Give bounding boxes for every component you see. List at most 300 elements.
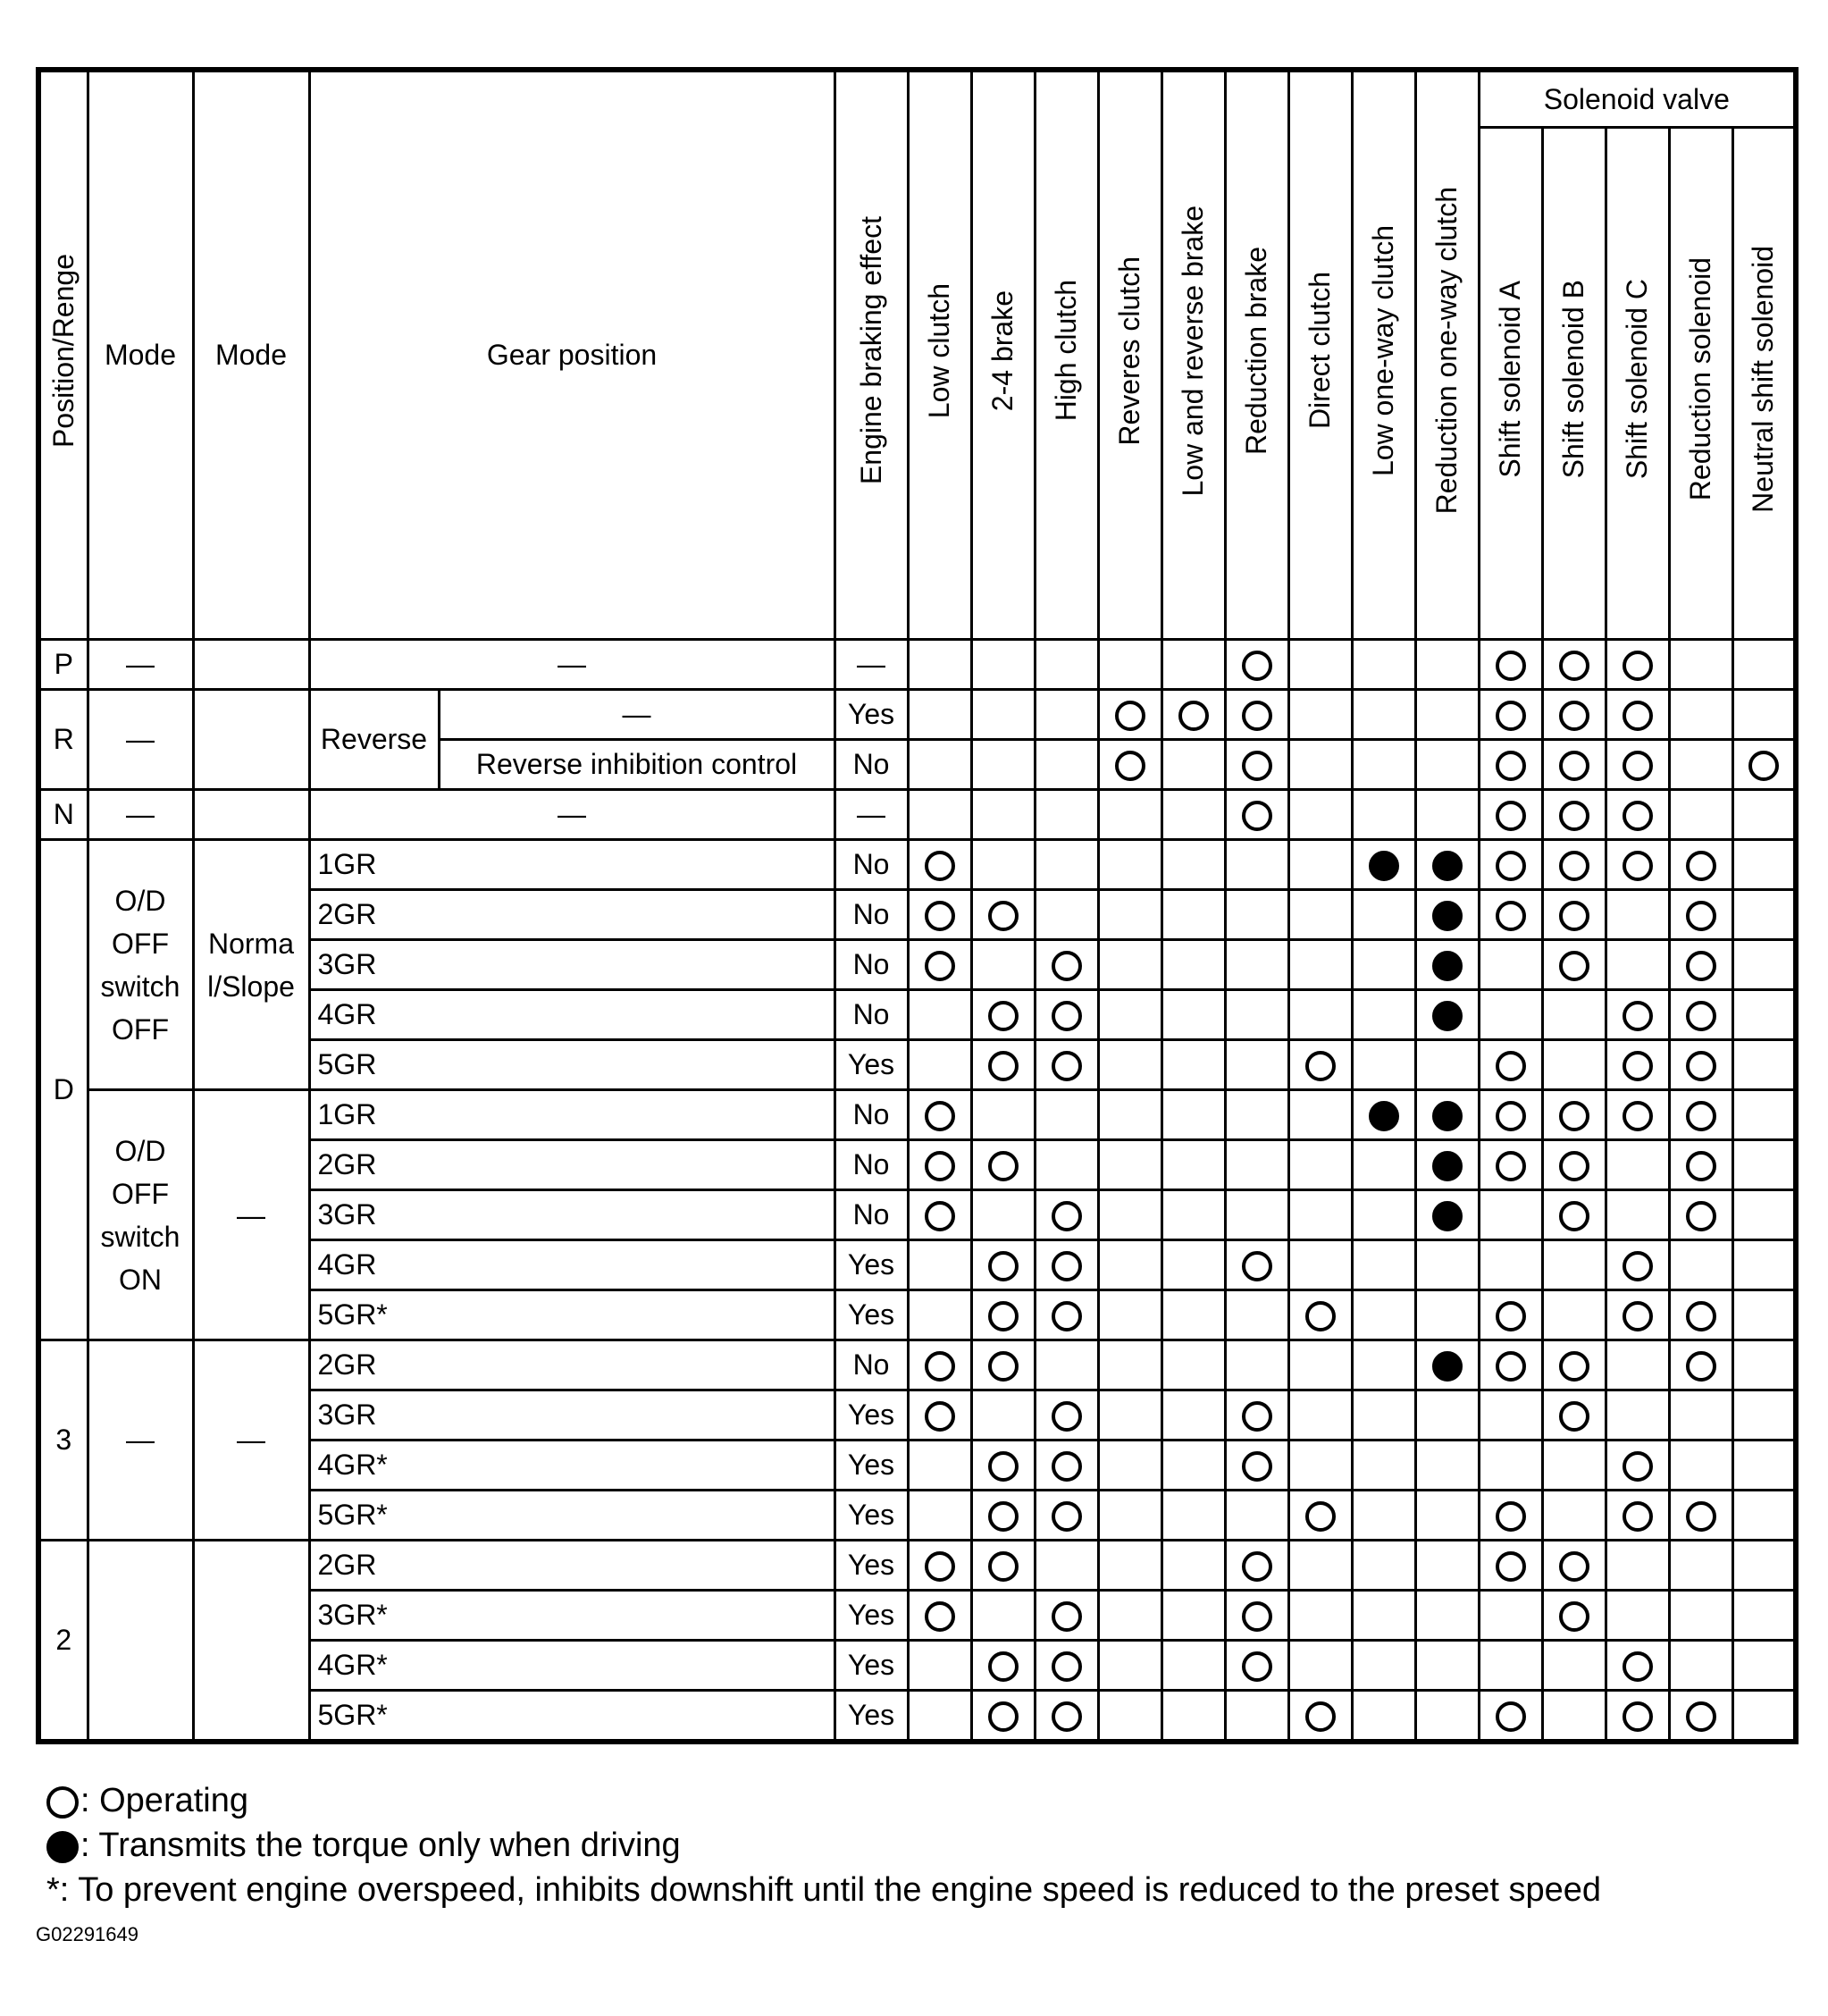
element-status-cell — [908, 1441, 971, 1491]
table-row — [38, 1340, 1796, 1390]
element-status-cell — [971, 1641, 1035, 1691]
solenoid-status-cell — [1732, 1190, 1796, 1240]
element-status-cell — [1035, 1591, 1098, 1641]
element-status-cell — [1161, 1641, 1225, 1691]
solenoid-status-cell — [1606, 690, 1669, 740]
element-status-cell — [1225, 1290, 1288, 1340]
engine-braking-cell: Yes — [834, 690, 908, 740]
element-status-cell — [1161, 1441, 1225, 1491]
operating-circle-icon — [1559, 801, 1589, 831]
element-status-cell — [1415, 740, 1479, 790]
solenoid-status-cell — [1669, 1340, 1732, 1390]
element-status-cell — [1415, 840, 1479, 890]
element-status-cell — [971, 1090, 1035, 1140]
solenoid-status-cell — [1606, 640, 1669, 690]
solenoid-status-cell — [1479, 1491, 1542, 1541]
gear-cell: 5GR* — [309, 1491, 834, 1541]
element-status-cell — [1098, 890, 1161, 940]
operating-circle-icon — [988, 1001, 1019, 1031]
operating-circle-icon — [1052, 1201, 1082, 1231]
element-status-cell — [1098, 1090, 1161, 1140]
gear-cell: 1GR — [309, 840, 834, 890]
element-status-cell — [1288, 1691, 1352, 1743]
element-status-cell — [1415, 1491, 1479, 1541]
engine-braking-cell: No — [834, 840, 908, 890]
element-status-cell — [1352, 1040, 1415, 1090]
solenoid-status-cell — [1732, 790, 1796, 840]
operating-circle-icon — [1052, 1601, 1082, 1632]
element-status-cell — [1415, 1040, 1479, 1090]
element-status-cell — [1225, 1441, 1288, 1491]
header-solenoid-valve: Solenoid valve — [1479, 70, 1796, 128]
operating-circle-icon — [1496, 701, 1526, 731]
solenoid-status-cell — [1606, 1591, 1669, 1641]
solenoid-status-cell — [1542, 1090, 1606, 1140]
driving-filled-circle-icon — [1432, 1101, 1463, 1131]
element-status-cell — [971, 940, 1035, 990]
operating-circle-icon — [1496, 901, 1526, 931]
table-row — [38, 840, 1796, 890]
element-status-cell — [1352, 1441, 1415, 1491]
operating-circle-icon — [1242, 1601, 1272, 1632]
element-status-cell — [1415, 640, 1479, 690]
element-status-cell — [971, 1290, 1035, 1340]
engine-braking-cell: No — [834, 1090, 908, 1140]
operating-circle-icon — [1559, 701, 1589, 731]
operating-circle-icon — [1115, 701, 1145, 731]
element-status-cell — [1415, 1240, 1479, 1290]
element-status-cell — [1352, 890, 1415, 940]
solenoid-status-cell — [1606, 1491, 1669, 1541]
element-status-cell — [1352, 990, 1415, 1040]
operating-circle-icon — [1559, 1351, 1589, 1382]
solenoid-status-cell — [1606, 740, 1669, 790]
element-status-cell — [971, 640, 1035, 690]
solenoid-status-cell — [1479, 790, 1542, 840]
position-cell: 3 — [38, 1340, 88, 1541]
solenoid-status-cell — [1542, 790, 1606, 840]
element-status-cell — [1161, 890, 1225, 940]
element-status-cell — [1035, 840, 1098, 890]
element-status-cell — [1288, 990, 1352, 1040]
mode-cell: O/D OFF switch ON — [88, 1090, 193, 1340]
operating-circle-icon — [1686, 1301, 1716, 1331]
element-status-cell — [1161, 1290, 1225, 1340]
element-status-cell — [1035, 1340, 1098, 1390]
element-status-cell — [908, 690, 971, 740]
operating-circle-icon — [1686, 1201, 1716, 1231]
element-status-cell — [1352, 1090, 1415, 1140]
element-status-cell — [1161, 840, 1225, 890]
operating-circle-icon — [1623, 701, 1653, 731]
operating-circle-icon — [988, 1701, 1019, 1732]
gear-cell: 1GR — [309, 1090, 834, 1140]
gear-cell: 3GR — [309, 1190, 834, 1240]
element-status-cell — [1288, 740, 1352, 790]
gear-cell: 2GR — [309, 1340, 834, 1390]
operating-circle-icon — [1559, 1151, 1589, 1181]
element-status-cell — [1225, 740, 1288, 790]
operating-circle-icon — [988, 1451, 1019, 1482]
element-status-cell — [1352, 1190, 1415, 1240]
element-status-cell — [1288, 1190, 1352, 1240]
solenoid-status-cell — [1542, 1240, 1606, 1290]
operating-circle-icon — [1623, 1101, 1653, 1131]
element-status-cell — [1161, 790, 1225, 840]
operating-circle-icon — [1178, 701, 1209, 731]
element-status-cell — [1161, 990, 1225, 1040]
element-status-cell — [1415, 940, 1479, 990]
element-status-cell — [971, 1591, 1035, 1641]
header-solenoid: Shift solenoid B — [1542, 128, 1606, 640]
operating-circle-icon — [1559, 651, 1589, 681]
element-status-cell — [1288, 1240, 1352, 1290]
gear-cell: 3GR* — [309, 1591, 834, 1641]
element-status-cell — [1288, 1140, 1352, 1190]
operating-circle-icon — [988, 1501, 1019, 1532]
engine-braking-cell: — — [834, 790, 908, 840]
operating-circle-icon — [1623, 1451, 1653, 1482]
solenoid-status-cell — [1479, 1340, 1542, 1390]
element-status-cell — [1352, 1140, 1415, 1190]
gear-cell: 4GR — [309, 990, 834, 1040]
gear-cell: Reverse — [309, 690, 439, 790]
solenoid-status-cell — [1479, 1641, 1542, 1691]
element-status-cell — [1352, 690, 1415, 740]
element-status-cell — [1288, 1591, 1352, 1641]
element-status-cell — [1415, 690, 1479, 740]
element-status-cell — [908, 1390, 971, 1441]
element-status-cell — [908, 1691, 971, 1743]
operating-circle-icon — [1623, 1301, 1653, 1331]
element-status-cell — [1352, 740, 1415, 790]
driving-filled-circle-icon — [1369, 1101, 1399, 1131]
solenoid-status-cell — [1542, 640, 1606, 690]
solenoid-status-cell — [1669, 740, 1732, 790]
element-status-cell — [1288, 1340, 1352, 1390]
element-status-cell — [1161, 1390, 1225, 1441]
element-status-cell — [1288, 940, 1352, 990]
engine-braking-cell: Yes — [834, 1441, 908, 1491]
element-status-cell — [1098, 1190, 1161, 1240]
solenoid-status-cell — [1542, 1140, 1606, 1190]
operating-circle-icon — [1686, 1501, 1716, 1532]
solenoid-status-cell — [1542, 740, 1606, 790]
element-status-cell — [1225, 940, 1288, 990]
solenoid-status-cell — [1542, 1040, 1606, 1090]
table-row — [38, 790, 1796, 840]
solenoid-status-cell — [1732, 1390, 1796, 1441]
element-status-cell — [908, 840, 971, 890]
element-status-cell — [1415, 1691, 1479, 1743]
gear-cell: 2GR — [309, 1140, 834, 1190]
element-status-cell — [971, 1491, 1035, 1541]
operating-circle-icon — [1559, 1601, 1589, 1632]
engine-braking-cell: No — [834, 1140, 908, 1190]
element-status-cell — [1415, 1541, 1479, 1591]
engine-braking-cell: Yes — [834, 1691, 908, 1743]
element-status-cell — [908, 990, 971, 1040]
solenoid-status-cell — [1479, 990, 1542, 1040]
driving-filled-circle-icon — [1432, 951, 1463, 981]
operating-circle-icon — [925, 1201, 955, 1231]
element-status-cell — [1035, 1691, 1098, 1743]
solenoid-status-cell — [1606, 840, 1669, 890]
solenoid-status-cell — [1606, 1140, 1669, 1190]
solenoid-status-cell — [1606, 1691, 1669, 1743]
operating-circle-icon — [1242, 1451, 1272, 1482]
element-status-cell — [971, 1040, 1035, 1090]
solenoid-status-cell — [1542, 1541, 1606, 1591]
element-status-cell — [1161, 1090, 1225, 1140]
operating-circle-icon — [1623, 1051, 1653, 1081]
engine-braking-cell: No — [834, 940, 908, 990]
operating-circle-icon — [1686, 1701, 1716, 1732]
solenoid-status-cell — [1542, 690, 1606, 740]
solenoid-status-cell — [1606, 1040, 1669, 1090]
solenoid-status-cell — [1479, 1441, 1542, 1491]
header-mode-1: Mode — [88, 70, 193, 640]
position-cell: P — [38, 640, 88, 690]
header-element: Reduction one-way clutch — [1415, 70, 1479, 640]
header-solenoid: Neutral shift solenoid — [1732, 128, 1796, 640]
element-status-cell — [1035, 1140, 1098, 1190]
element-status-cell — [1288, 1090, 1352, 1140]
engine-braking-cell: No — [834, 1340, 908, 1390]
element-status-cell — [1288, 640, 1352, 690]
element-status-cell — [908, 790, 971, 840]
mode-cell: — — [88, 640, 193, 690]
element-status-cell — [1098, 1441, 1161, 1491]
element-status-cell — [1288, 790, 1352, 840]
operating-circle-icon — [1052, 1451, 1082, 1482]
solenoid-status-cell — [1669, 790, 1732, 840]
solenoid-status-cell — [1732, 1090, 1796, 1140]
element-status-cell — [1098, 1691, 1161, 1743]
operating-circle-icon — [925, 951, 955, 981]
element-status-cell — [1225, 1340, 1288, 1390]
solenoid-status-cell — [1732, 1240, 1796, 1290]
operating-circle-icon — [988, 1251, 1019, 1281]
element-status-cell — [1352, 1641, 1415, 1691]
operating-circle-icon — [1242, 651, 1272, 681]
element-status-cell — [1035, 940, 1098, 990]
shift-operation-table — [36, 67, 1799, 1744]
driving-filled-circle-icon — [1432, 851, 1463, 881]
operating-circle-icon — [1623, 851, 1653, 881]
solenoid-status-cell — [1479, 690, 1542, 740]
element-status-cell — [1352, 1541, 1415, 1591]
header-element: Reveres clutch — [1098, 70, 1161, 640]
element-status-cell — [1098, 1390, 1161, 1441]
solenoid-status-cell — [1669, 1441, 1732, 1491]
table-row — [38, 1541, 1796, 1591]
driving-filled-circle-icon — [1432, 1001, 1463, 1031]
element-status-cell — [1352, 1340, 1415, 1390]
element-status-cell — [908, 1491, 971, 1541]
operating-circle-icon — [1623, 801, 1653, 831]
gear-sub-cell: Reverse inhibition control — [439, 740, 834, 790]
operating-circle-icon — [1623, 1001, 1653, 1031]
solenoid-status-cell — [1669, 1040, 1732, 1090]
operating-circle-icon — [1559, 1101, 1589, 1131]
solenoid-status-cell — [1606, 790, 1669, 840]
operating-circle-icon — [925, 851, 955, 881]
solenoid-status-cell — [1479, 1040, 1542, 1090]
header-element: Direct clutch — [1288, 70, 1352, 640]
operating-circle-icon — [1686, 1051, 1716, 1081]
solenoid-status-cell — [1732, 940, 1796, 990]
gear-cell: 3GR — [309, 940, 834, 990]
element-status-cell — [1352, 940, 1415, 990]
element-status-cell — [1098, 1541, 1161, 1591]
element-status-cell — [971, 1691, 1035, 1743]
operating-circle-icon — [1052, 1251, 1082, 1281]
solenoid-status-cell — [1542, 940, 1606, 990]
header-mode-2: Mode — [193, 70, 309, 640]
engine-braking-cell: No — [834, 740, 908, 790]
position-cell: R — [38, 690, 88, 790]
solenoid-status-cell — [1669, 1541, 1732, 1591]
solenoid-status-cell — [1669, 1190, 1732, 1240]
solenoid-status-cell — [1732, 1040, 1796, 1090]
driving-filled-circle-icon — [1432, 1201, 1463, 1231]
solenoid-status-cell — [1732, 840, 1796, 890]
solenoid-status-cell — [1542, 1591, 1606, 1641]
element-status-cell — [1225, 1390, 1288, 1441]
operating-circle-icon — [1496, 1101, 1526, 1131]
operating-circle-icon — [1242, 1401, 1272, 1432]
solenoid-status-cell — [1606, 1090, 1669, 1140]
solenoid-status-cell — [1542, 840, 1606, 890]
operating-circle-icon — [1559, 1551, 1589, 1582]
element-status-cell — [971, 990, 1035, 1040]
operating-circle-icon — [1242, 701, 1272, 731]
element-status-cell — [1288, 690, 1352, 740]
gear-cell: 2GR — [309, 1541, 834, 1591]
operating-circle-icon — [1623, 651, 1653, 681]
header-solenoid: Shift solenoid A — [1479, 128, 1542, 640]
element-status-cell — [1098, 1641, 1161, 1691]
solenoid-status-cell — [1542, 1290, 1606, 1340]
solenoid-status-cell — [1732, 740, 1796, 790]
mode-cell: O/D OFF switch OFF — [88, 840, 193, 1090]
operating-circle-icon — [1686, 951, 1716, 981]
element-status-cell — [971, 890, 1035, 940]
element-status-cell — [1225, 640, 1288, 690]
operating-circle-icon — [1052, 1651, 1082, 1682]
solenoid-status-cell — [1479, 1691, 1542, 1743]
element-status-cell — [908, 940, 971, 990]
element-status-cell — [971, 1441, 1035, 1491]
solenoid-status-cell — [1669, 1691, 1732, 1743]
driving-filled-circle-icon — [46, 1831, 79, 1863]
operating-circle-icon — [1623, 1701, 1653, 1732]
operating-circle-icon — [1686, 851, 1716, 881]
gear-sub-cell: — — [439, 690, 834, 740]
element-status-cell — [1288, 840, 1352, 890]
operating-circle-icon — [1305, 1701, 1336, 1732]
operating-circle-icon — [1496, 1551, 1526, 1582]
solenoid-status-cell — [1732, 1491, 1796, 1541]
element-status-cell — [1225, 690, 1288, 740]
header-position: Position/Renge — [38, 70, 88, 640]
element-status-cell — [1098, 1340, 1161, 1390]
figure-code: G02291649 — [36, 1923, 138, 1945]
operating-circle-icon — [1496, 1051, 1526, 1081]
engine-braking-cell: Yes — [834, 1240, 908, 1290]
element-status-cell — [1161, 1340, 1225, 1390]
solenoid-status-cell — [1542, 1491, 1606, 1541]
element-status-cell — [971, 1190, 1035, 1240]
element-status-cell — [1352, 1691, 1415, 1743]
operating-circle-icon — [46, 1786, 79, 1819]
header-element: Low and reverse brake — [1161, 70, 1225, 640]
engine-braking-cell: Yes — [834, 1591, 908, 1641]
mode-cell — [193, 640, 309, 690]
element-status-cell — [1161, 940, 1225, 990]
element-status-cell — [1415, 1390, 1479, 1441]
operating-circle-icon — [988, 1651, 1019, 1682]
element-status-cell — [908, 1090, 971, 1140]
mode-cell: Norma l/Slope — [193, 840, 309, 1090]
header-element: High clutch — [1035, 70, 1098, 640]
operating-circle-icon — [1305, 1051, 1336, 1081]
element-status-cell — [1288, 890, 1352, 940]
element-status-cell — [1098, 1591, 1161, 1641]
element-status-cell — [1225, 1040, 1288, 1090]
solenoid-status-cell — [1669, 1591, 1732, 1641]
operating-circle-icon — [1686, 1151, 1716, 1181]
solenoid-status-cell — [1479, 740, 1542, 790]
solenoid-status-cell — [1542, 890, 1606, 940]
operating-circle-icon — [925, 1151, 955, 1181]
element-status-cell — [1161, 690, 1225, 740]
operating-circle-icon — [1052, 1401, 1082, 1432]
operating-circle-icon — [1496, 801, 1526, 831]
element-status-cell — [1035, 990, 1098, 1040]
solenoid-status-cell — [1606, 1441, 1669, 1491]
operating-circle-icon — [925, 901, 955, 931]
gear-cell: 4GR — [309, 1240, 834, 1290]
element-status-cell — [1035, 1040, 1098, 1090]
operating-circle-icon — [1559, 951, 1589, 981]
operating-circle-icon — [1559, 1401, 1589, 1432]
header-element: Low clutch — [908, 70, 971, 640]
solenoid-status-cell — [1479, 890, 1542, 940]
solenoid-status-cell — [1479, 1541, 1542, 1591]
driving-filled-circle-icon — [1432, 1151, 1463, 1181]
mode-cell — [193, 690, 309, 790]
operating-circle-icon — [1242, 751, 1272, 781]
element-status-cell — [1161, 1240, 1225, 1290]
element-status-cell — [1035, 1390, 1098, 1441]
solenoid-status-cell — [1732, 890, 1796, 940]
operating-circle-icon — [988, 1301, 1019, 1331]
element-status-cell — [1225, 1541, 1288, 1591]
element-status-cell — [1098, 990, 1161, 1040]
element-status-cell — [1098, 940, 1161, 990]
solenoid-status-cell — [1732, 1441, 1796, 1491]
solenoid-status-cell — [1732, 1541, 1796, 1591]
solenoid-status-cell — [1606, 1641, 1669, 1691]
element-status-cell — [1035, 740, 1098, 790]
operating-circle-icon — [1496, 1151, 1526, 1181]
solenoid-status-cell — [1669, 840, 1732, 890]
solenoid-status-cell — [1732, 640, 1796, 690]
gear-cell: — — [309, 790, 834, 840]
element-status-cell — [908, 1541, 971, 1591]
